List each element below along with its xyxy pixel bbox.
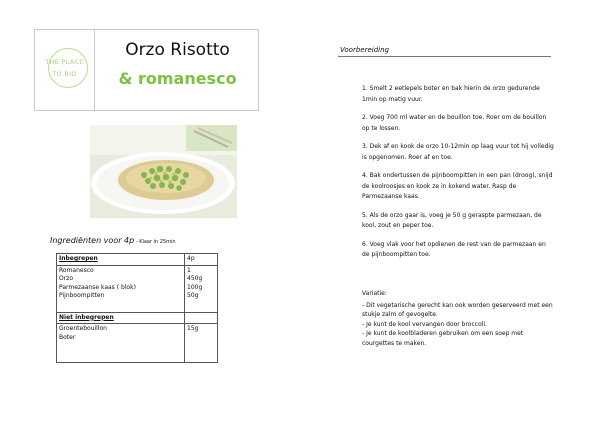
ingredients-title-text: Ingrediënten voor 4p	[50, 236, 135, 245]
step-2: 2. Voeg 700 ml water en de bouillon toe. Roer om de bouillon op te lossen.	[362, 114, 547, 132]
risotto-dish-photo	[90, 125, 237, 218]
ingredient-qty: 15g	[187, 325, 199, 333]
included-qty-cell	[185, 265, 218, 312]
variations-section	[362, 289, 554, 348]
ingredient-qty: 450g	[187, 275, 203, 283]
table-row-not-included-items	[57, 324, 218, 363]
step-4: 4. Bak ondertussen de pijnboompitten in een pan (droog), snijd de koolroosjes en kook ze in kokend water. Rasp de Parmezaanse kaas.	[362, 172, 553, 200]
recipe-subtitle: & romanesco	[118, 69, 237, 88]
logo-text-line2: TO BIO	[52, 70, 77, 78]
ingredient-name: Pijnboompitten	[59, 292, 105, 300]
not-included-header: Niet inbegrepen	[59, 313, 114, 321]
ingredient-name: Boter	[59, 333, 76, 341]
preparation-steps	[362, 84, 554, 269]
logo-cell	[35, 30, 95, 110]
logo-text-line1: THE PLACE	[45, 58, 84, 66]
variation-3: - Je kunt de koolbladeren gebruiken om een soep met courgettes te maken.	[362, 330, 524, 347]
variation-1: - Dit vegetarische gerecht kan ook worden geserveerd met een stukje zalm of gevogelte.	[362, 301, 553, 318]
step-5: 5. Als de orzo gaar is, voeg je 50 g geraspte parmezaan, de kool, zout en peper toe.	[362, 211, 542, 229]
not-included-names-cell	[57, 324, 185, 363]
table-row-included-items	[57, 265, 218, 312]
included-names-cell	[57, 265, 185, 312]
table-row-not-included-header	[57, 312, 218, 324]
brand-logo	[48, 48, 88, 88]
ingredient-name: Groentebouillon	[59, 325, 107, 333]
empty-cell	[185, 312, 218, 324]
ingredient-name: Romanesco	[59, 266, 94, 274]
step-3: 3. Dek af en kook de orzo 10-12min op laag vuur tot hij volledig is opgenomen. Roer af en toe.	[362, 143, 554, 161]
variation-2: - Je kunt de kool vervangen door broccoli.	[362, 320, 487, 328]
ingredient-qty: 100g	[187, 283, 203, 291]
table-row-included-header	[57, 254, 218, 266]
ingredients-table	[56, 253, 218, 363]
not-included-header-cell	[57, 312, 185, 324]
variations-label: Variatie:	[362, 290, 387, 297]
not-included-qty-cell	[185, 324, 218, 363]
ingredient-qty: 50g	[187, 292, 199, 300]
recipe-header	[34, 29, 259, 111]
step-1: 1. Smelt 2 eetlepels boter en bak hierin de orzo gedurende 1min op matig vuur.	[362, 85, 540, 103]
ingredient-qty: 1	[187, 266, 191, 274]
preparation-divider	[338, 56, 551, 57]
preparation-title: Voorbereiding	[340, 46, 389, 54]
included-header: Inbegrepen	[59, 255, 98, 262]
recipe-title: Orzo Risotto	[125, 40, 230, 60]
ingredients-title	[50, 236, 176, 245]
step-6: 6. Voeg vlak voor het opdienen de rest van de parmezaan en de pijnboompitten toe.	[362, 240, 546, 258]
portion-header-cell	[185, 254, 218, 266]
ingredients-time-note: - Klaar in 25min	[134, 239, 176, 245]
portion-header: 4p	[187, 255, 195, 262]
ingredient-name: Orzo	[59, 275, 74, 283]
included-header-cell	[57, 254, 185, 266]
ingredient-name: Parmezaanse kaas ( blok)	[59, 283, 136, 291]
